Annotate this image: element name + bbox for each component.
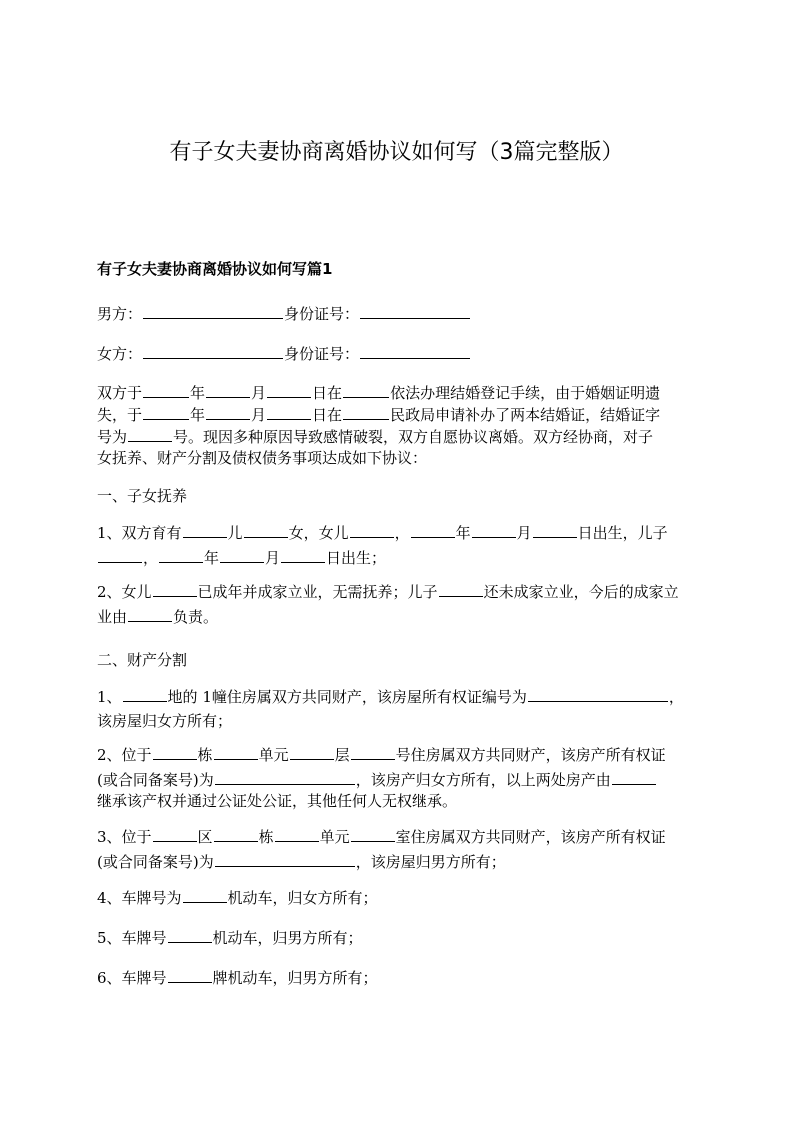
text-segment bbox=[97, 522, 707, 544]
text-segment: 号住房属双方共同财产，该房产所有权证 bbox=[395, 746, 666, 764]
wife-line bbox=[97, 343, 707, 365]
blank-field bbox=[168, 927, 212, 943]
text-segment: 机动车，归女方所有； bbox=[227, 889, 378, 907]
text-segment: 负责。 bbox=[173, 608, 219, 626]
text-segment: 6、车牌号 bbox=[97, 969, 167, 987]
text-segment: 室住房属双方共同财产，该房产所有权证 bbox=[395, 828, 666, 846]
text-segment: ，该房产归女方所有，以上两处房产由 bbox=[355, 771, 611, 789]
text-segment: 单元 bbox=[258, 746, 289, 764]
text-segment: 年 bbox=[455, 524, 471, 542]
text-segment: 日出生，儿子 bbox=[577, 524, 668, 542]
text-segment: 机动车，归男方所有； bbox=[212, 929, 363, 947]
blank-field bbox=[215, 769, 355, 785]
blank-field bbox=[220, 547, 264, 563]
text-segment: 身份证号： bbox=[284, 305, 360, 323]
property-item-5 bbox=[97, 927, 707, 949]
text-segment bbox=[97, 744, 707, 766]
intro-paragraph bbox=[97, 382, 707, 469]
property-item-2 bbox=[97, 744, 707, 812]
blank-field bbox=[206, 404, 250, 420]
text-segment: 继承该产权并通过公证处公证，其他任何人无权继承。 bbox=[97, 792, 458, 810]
blank-field bbox=[343, 382, 389, 398]
blank-field bbox=[159, 547, 203, 563]
text-segment: 女方： bbox=[97, 345, 143, 363]
blank-field bbox=[128, 606, 172, 622]
blank-field bbox=[143, 404, 189, 420]
blank-field bbox=[153, 826, 197, 842]
text-segment: 1、双方育有 bbox=[97, 524, 182, 542]
text-segment bbox=[97, 581, 707, 603]
text-segment: 该房屋归女方所有； bbox=[97, 712, 233, 730]
text-segment: 2、女儿 bbox=[97, 583, 152, 601]
text-segment: 儿 bbox=[227, 524, 243, 542]
blank-field bbox=[214, 744, 258, 760]
text-segment bbox=[97, 547, 707, 569]
text-segment bbox=[97, 404, 707, 426]
blank-field bbox=[183, 522, 227, 538]
blank-field bbox=[411, 522, 455, 538]
text-segment: ，该房屋归男方所有； bbox=[355, 853, 506, 871]
blank-field bbox=[183, 887, 227, 903]
text-segment: 已成年并成家立业，无需抚养；儿子 bbox=[197, 583, 438, 601]
text-segment: 日出生； bbox=[326, 549, 387, 567]
blank-field bbox=[153, 581, 197, 597]
text-segment: (或合同备案号)为 bbox=[97, 853, 214, 871]
text-segment: 5、车牌号 bbox=[97, 929, 167, 947]
document-title: 有子女夫妻协商离婚协议如何写（3篇完整版） bbox=[169, 140, 624, 165]
blank-field bbox=[275, 826, 319, 842]
text-segment: 年 bbox=[204, 549, 220, 567]
blank-field bbox=[351, 826, 395, 842]
blank-field bbox=[128, 426, 172, 442]
blank-field bbox=[290, 744, 334, 760]
text-segment bbox=[97, 426, 707, 448]
blank-field bbox=[123, 686, 167, 702]
blank-field bbox=[472, 522, 516, 538]
property-item-6 bbox=[97, 967, 707, 989]
blank-field bbox=[168, 967, 212, 983]
text-segment: 3、位于 bbox=[97, 828, 152, 846]
text-segment bbox=[97, 382, 707, 404]
text-segment: 单元 bbox=[319, 828, 350, 846]
text-segment: 依法办理结婚登记手续，由于婚姻证明遗 bbox=[390, 384, 661, 402]
text-segment: ， bbox=[394, 524, 410, 542]
section-heading: 有子女夫妻协商离婚协议如何写篇1 bbox=[97, 260, 333, 278]
text-segment bbox=[97, 769, 707, 791]
text-segment: 号。现因多种原因导致感情破裂，双方自愿协议离婚。双方经协商，对子 bbox=[173, 428, 654, 446]
blank-field bbox=[267, 382, 311, 398]
text-segment: (或合同备案号)为 bbox=[97, 771, 214, 789]
heading-property: 二、财产分割 bbox=[97, 651, 188, 669]
blank-field bbox=[267, 404, 311, 420]
blank-field bbox=[360, 343, 470, 359]
blank-field bbox=[612, 769, 656, 785]
text-segment: 身份证号： bbox=[284, 345, 360, 363]
blank-field bbox=[206, 382, 250, 398]
text-segment: 栋 bbox=[197, 746, 213, 764]
text-segment: 4、车牌号为 bbox=[97, 889, 182, 907]
blank-field bbox=[439, 581, 483, 597]
text-segment: 1、 bbox=[97, 688, 122, 706]
text-segment: 女抚养、财产分割及债权债务事项达成如下协议： bbox=[97, 449, 428, 467]
blank-field bbox=[143, 303, 283, 319]
blank-field bbox=[143, 343, 283, 359]
text-segment: 民政局申请补办了两本结婚证，结婚证字 bbox=[390, 406, 661, 424]
blank-field bbox=[281, 547, 325, 563]
blank-field bbox=[244, 522, 288, 538]
text-segment: 号为 bbox=[97, 428, 128, 446]
text-segment bbox=[97, 851, 707, 873]
text-segment: 女，女儿 bbox=[288, 524, 349, 542]
text-segment: 日在 bbox=[312, 384, 343, 402]
husband-line bbox=[97, 303, 707, 325]
blank-field bbox=[351, 744, 395, 760]
text-segment: 男方： bbox=[97, 305, 143, 323]
text-segment: 月 bbox=[251, 406, 267, 424]
blank-field bbox=[533, 522, 577, 538]
children-item-1 bbox=[97, 522, 707, 569]
property-item-3 bbox=[97, 826, 707, 873]
blank-field bbox=[350, 522, 394, 538]
text-segment: 牌机动车，归男方所有； bbox=[212, 969, 378, 987]
text-segment bbox=[97, 686, 707, 708]
text-segment: 层 bbox=[334, 746, 350, 764]
text-segment: 年 bbox=[190, 406, 206, 424]
text-segment bbox=[97, 826, 707, 848]
blank-field bbox=[153, 744, 197, 760]
text-segment: 失，于 bbox=[97, 406, 143, 424]
text-segment bbox=[97, 606, 707, 628]
text-segment: 栋 bbox=[258, 828, 274, 846]
blank-field bbox=[360, 303, 470, 319]
text-segment: 月 bbox=[265, 549, 281, 567]
property-item-1 bbox=[97, 686, 707, 732]
property-item-4 bbox=[97, 887, 707, 909]
blank-field bbox=[215, 851, 355, 867]
text-segment: 月 bbox=[516, 524, 532, 542]
text-segment: 日在 bbox=[312, 406, 343, 424]
text-segment: 区 bbox=[197, 828, 213, 846]
children-item-2 bbox=[97, 581, 707, 628]
text-segment: ， bbox=[668, 688, 684, 706]
text-segment: 双方于 bbox=[97, 384, 143, 402]
blank-field bbox=[143, 382, 189, 398]
text-segment: 还未成家立业，今后的成家立 bbox=[483, 583, 679, 601]
text-segment: 月 bbox=[251, 384, 267, 402]
text-segment: 2、位于 bbox=[97, 746, 152, 764]
text-segment: 地的 1幢住房属双方共同财产，该房屋所有权证编号为 bbox=[167, 688, 527, 706]
text-segment: 年 bbox=[190, 384, 206, 402]
blank-field bbox=[528, 686, 668, 702]
heading-children: 一、子女抚养 bbox=[97, 487, 188, 505]
blank-field bbox=[343, 404, 389, 420]
blank-field bbox=[214, 826, 258, 842]
blank-field bbox=[98, 547, 142, 563]
text-segment: ， bbox=[143, 549, 159, 567]
text-segment: 业由 bbox=[97, 608, 128, 626]
